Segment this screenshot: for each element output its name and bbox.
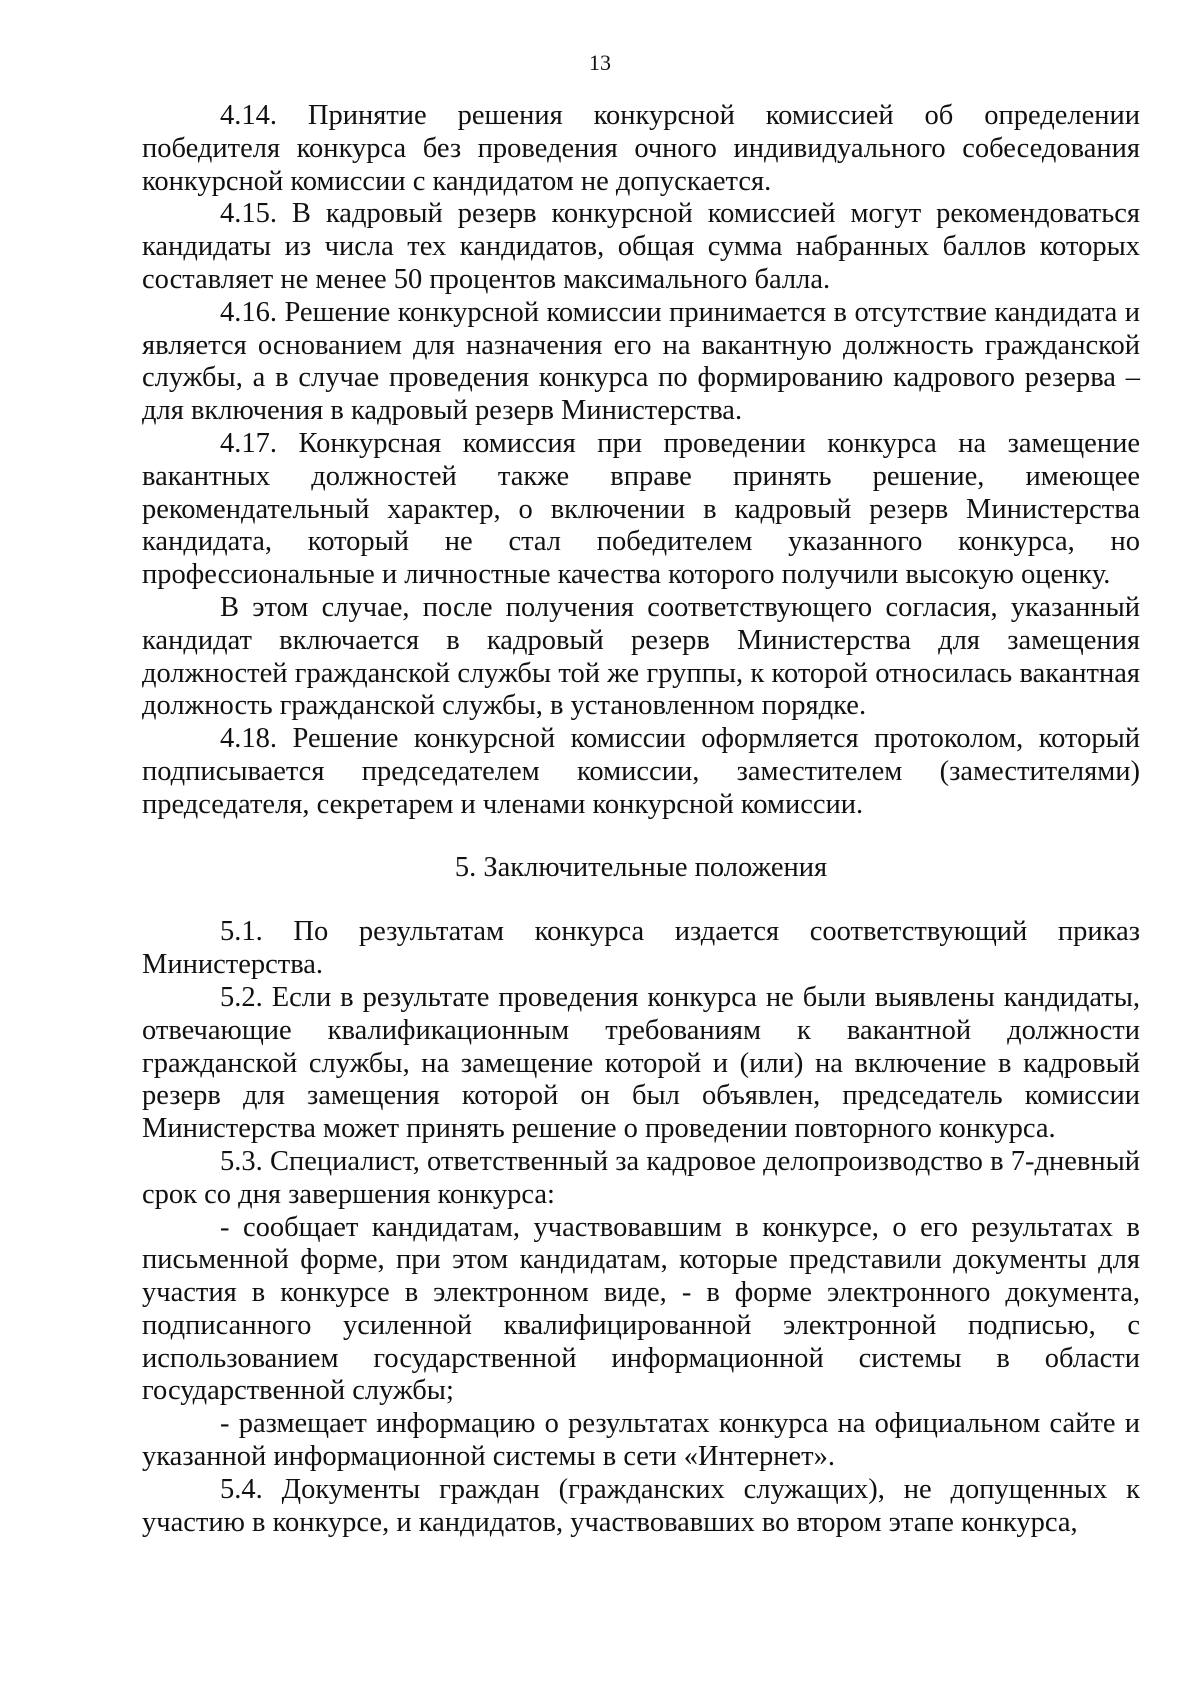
document-body <box>142 100 1140 1539</box>
section-5-heading: 5. Заключительные положения <box>454 851 828 883</box>
paragraph-4-17-continued: В этом случае, после получения соответствующего согласия, указанный кандидат включается в кадровый резерв Министерства для замещения должностей гражданской службы той же группы, к которой относилась вакантная должность гражданской службы, в установленном порядке. <box>142 591 1140 722</box>
paragraph-5-1: 5.1. По результатам конкурса издается соответствующий приказ Министерства. <box>142 916 1140 981</box>
page-number: 13 <box>589 50 611 75</box>
list-item-inform-candidates: - сообщает кандидатам, участвовавшим в конкурсе, о его результатах в письменной форме, при этом кандидатам, которые представили документы для участия в конкурсе в электронном виде, - в форме электронного документа, подписанного усиленной квалифицированной электронной подписью, с использованием государственной информационной системы в области государственной службы; <box>142 1211 1140 1407</box>
paragraph-5-3: 5.3. Специалист, ответственный за кадровое делопроизводство в 7-дневный срок со дня завершения конкурса: <box>142 1145 1140 1210</box>
paragraph-4-14: 4.14. Принятие решения конкурсной комиссией об определении победителя конкурса без проведения очного индивидуального собеседования конкурсной комиссии с кандидатом не допускается. <box>142 100 1140 197</box>
list-item-publish-results: - размещает информацию о результатах конкурса на официальном сайте и указанной информационной системы в сети «Интернет». <box>142 1408 1140 1473</box>
paragraph-4-18: 4.18. Решение конкурсной комиссии оформляется протоколом, который подписывается председателем комиссии, заместителем (заместителями) председателя, секретарем и членами конкурсной комиссии. <box>142 723 1140 820</box>
paragraph-4-17: 4.17. Конкурсная комиссия при проведении конкурса на замещение вакантных должностей также вправе принять решение, имеющее рекомендательный характер, о включении в кадровый резерв Министерства кандидата, который не стал победителем указанного конкурса, но профессиональные и личностные качества которого получили высокую оценку. <box>142 427 1140 591</box>
paragraph-5-4: 5.4. Документы граждан (гражданских служащих), не допущенных к участию в конкурсе, и кандидатов, участвовавших во втором этапе конкурса, <box>142 1473 1140 1538</box>
paragraph-5-2: 5.2. Если в результате проведения конкурса не были выявлены кандидаты, отвечающие квалификационным требованиям к вакантной должности гражданской службы, на замещение которой и (или) на включение в кадровый резерв для замещения которой он был объявлен, председатель комиссии Министерства может принять решение о проведении повторного конкурса. <box>142 981 1140 1145</box>
paragraph-4-16: 4.16. Решение конкурсной комиссии принимается в отсутствие кандидата и является основанием для назначения его на вакантную должность гражданской службы, а в случае проведения конкурса по формированию кадрового резерва – для включения в кадровый резерв Министерства. <box>142 296 1140 427</box>
paragraph-4-15: 4.15. В кадровый резерв конкурсной комиссией могут рекомендоваться кандидаты из числа тех кандидатов, общая сумма набранных баллов которых составляет не менее 50 процентов максимального балла. <box>142 198 1140 295</box>
